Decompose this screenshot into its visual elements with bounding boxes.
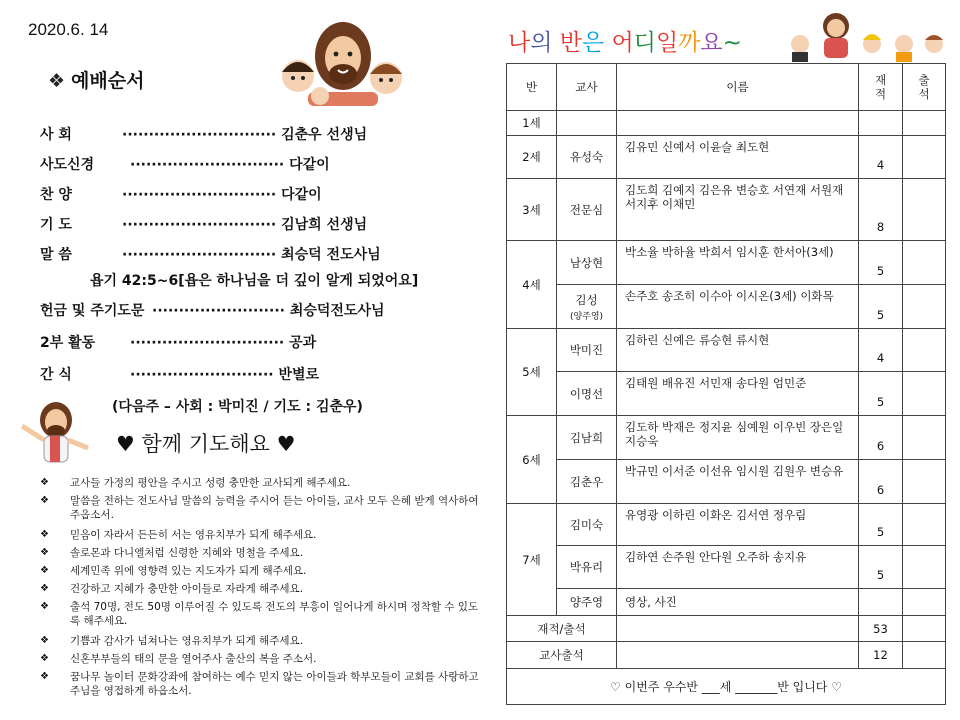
order-label: 간 식 bbox=[40, 367, 72, 383]
table-header-row bbox=[507, 64, 946, 111]
names-cell bbox=[617, 111, 859, 136]
prayer-item bbox=[40, 494, 480, 522]
names-cell: 유영광 이하린 이화온 김서연 정우림 bbox=[617, 504, 859, 546]
enrolled-cell: 6 bbox=[859, 416, 903, 460]
title-char: 의 bbox=[530, 30, 553, 56]
header-attend: 출 석 bbox=[903, 64, 946, 111]
total-label: 재적/출석 bbox=[507, 616, 617, 642]
table-row bbox=[507, 136, 946, 179]
teacher-attend-value: 12 bbox=[859, 642, 903, 669]
diamond-bullet-icon: ❖ bbox=[40, 565, 49, 576]
order-label: 사도신경 bbox=[40, 157, 95, 173]
teacher-cell: 김춘우 bbox=[557, 460, 617, 504]
order-label: 말 씀 bbox=[40, 247, 72, 263]
prayer-item bbox=[40, 546, 480, 560]
teacher-cell: 김남희 bbox=[557, 416, 617, 460]
order-value: 반별로 bbox=[278, 367, 320, 383]
order-row-praise: 찬 양 ····························· 다같이 bbox=[40, 184, 322, 204]
total-blank bbox=[617, 616, 859, 642]
teacher-attend-blank bbox=[617, 642, 859, 669]
diamond-bullet-icon: ❖ bbox=[48, 70, 66, 92]
diamond-bullet-icon: ❖ bbox=[40, 671, 49, 682]
date: 2020.6. 14 bbox=[28, 20, 109, 39]
table-row bbox=[507, 329, 946, 372]
class-cell: 1세 bbox=[507, 111, 557, 136]
diamond-bullet-icon: ❖ bbox=[40, 583, 49, 594]
title-char bbox=[604, 30, 611, 56]
order-value: 김춘우 선생님 bbox=[281, 127, 368, 143]
attend-cell[interactable] bbox=[903, 504, 946, 546]
enrolled-cell: 5 bbox=[859, 241, 903, 285]
enrolled-cell: 5 bbox=[859, 372, 903, 416]
names-cell: 영상, 사진 bbox=[617, 589, 859, 616]
teacher-cell: 전문심 bbox=[557, 179, 617, 241]
enrolled-cell: 5 bbox=[859, 546, 903, 589]
worship-order-title bbox=[48, 66, 144, 93]
next-week-note: (다음주 – 사회 : 박미진 / 기도 : 김춘우) bbox=[112, 399, 363, 415]
table-row bbox=[507, 179, 946, 241]
teacher-name: 김성 bbox=[575, 292, 598, 307]
class-table-title bbox=[508, 24, 742, 57]
teacher-cell: 이명선 bbox=[557, 372, 617, 416]
order-row-sermon: 말 씀 ····························· 최승덕 전도사님 bbox=[40, 244, 381, 264]
order-label: 찬 양 bbox=[40, 187, 72, 203]
table-row bbox=[507, 504, 946, 546]
prayer-text: 교사들 가정의 평안을 주시고 성령 충만한 교사되게 해주세요. bbox=[70, 477, 351, 489]
enrolled-cell: 6 bbox=[859, 460, 903, 504]
order-row-creed: 사도신경 ····························· 다같이 bbox=[40, 154, 330, 174]
prayer-item bbox=[40, 476, 480, 490]
header-teacher: 교사 bbox=[557, 64, 617, 111]
names-cell: 박소율 박하율 박희서 임시훈 한서아(3세) bbox=[617, 241, 859, 285]
best-class-footer: ♡ 이번주 우수반 ___세 _______반 입니다 ♡ bbox=[507, 669, 946, 705]
title-char: 은 bbox=[581, 30, 605, 56]
names-cell: 박규민 이서준 이선유 임시원 김원우 변승유 bbox=[617, 460, 859, 504]
prayer-title: ♥ 함께 기도해요 ♥ bbox=[116, 432, 296, 456]
attend-cell[interactable] bbox=[903, 546, 946, 589]
prayer-text: 신혼부부들의 태의 문을 열어주사 출산의 복을 주소서. bbox=[70, 653, 317, 665]
prayer-text: 꿈나무 놀이터 문화강좌에 참여하는 예수 믿지 않는 아이들과 학부모들이 교회를 사랑하고 주님을 영접하게 하옵소서. bbox=[70, 671, 479, 697]
prayer-text: 말씀을 전하는 전도사님 말씀의 능력을 주시어 듣는 아이들, 교사 모두 은혜 받게 역사하여 주옵소서. bbox=[70, 495, 479, 521]
class-cell: 6세 bbox=[507, 416, 557, 504]
attend-cell[interactable] bbox=[903, 241, 946, 285]
prayer-text: 믿음이 자라서 든든히 서는 영유치부가 되게 해주세요. bbox=[70, 529, 317, 541]
class-cell: 5세 bbox=[507, 329, 557, 416]
teacher-cell: 유성숙 bbox=[557, 136, 617, 179]
teacher-cell: 양주영 bbox=[557, 589, 617, 616]
teacher-attend-extra[interactable] bbox=[903, 642, 946, 669]
diamond-bullet-icon: ❖ bbox=[40, 653, 49, 664]
order-row-prayer: 기 도 ····························· 김남희 선생님 bbox=[40, 214, 367, 234]
class-roster-table bbox=[506, 63, 946, 705]
title-char: 반 bbox=[559, 30, 582, 56]
attend-cell[interactable] bbox=[903, 285, 946, 329]
prayer-item bbox=[40, 670, 480, 698]
table-row bbox=[507, 241, 946, 285]
jesus-children-illustration bbox=[268, 18, 418, 108]
teacher-attend-row bbox=[507, 642, 946, 669]
attend-cell[interactable] bbox=[903, 179, 946, 241]
prayer-text: 출석 70명, 전도 50명 이루어질 수 있도록 전도의 부흥이 일어나게 하시며 정착할 수 있도록 해주세요. bbox=[70, 601, 479, 627]
order-label: 사 회 bbox=[40, 127, 72, 143]
title-char: 나 bbox=[508, 30, 531, 56]
diamond-bullet-icon: ❖ bbox=[40, 635, 49, 646]
attend-cell[interactable] bbox=[903, 589, 946, 616]
prayer-text: 솔로몬과 다니엘처럼 신령한 지혜와 명철을 주세요. bbox=[70, 547, 304, 559]
prayer-text: 세계민족 위에 영향력 있는 지도자가 되게 해주세요. bbox=[70, 565, 307, 577]
order-value: 김남희 선생님 bbox=[281, 217, 368, 233]
enrolled-cell: 5 bbox=[859, 504, 903, 546]
table-row bbox=[507, 416, 946, 460]
enrolled-cell: 8 bbox=[859, 179, 903, 241]
class-cell: 2세 bbox=[507, 136, 557, 179]
title-char: 일 bbox=[655, 30, 679, 56]
teacher-cell bbox=[557, 111, 617, 136]
header-class: 반 bbox=[507, 64, 557, 111]
table-row bbox=[507, 111, 946, 136]
order-value: 공과 bbox=[289, 335, 317, 351]
worship-order-title-text: 예배순서 bbox=[71, 70, 145, 92]
order-value: 최승덕 전도사님 bbox=[281, 247, 381, 263]
order-row-host: 사 회 ····························· 김춘우 선생님 bbox=[40, 124, 367, 144]
attend-cell[interactable] bbox=[903, 372, 946, 416]
names-cell: 김하연 손주원 안다원 오주하 송지유 bbox=[617, 546, 859, 589]
enrolled-cell: 4 bbox=[859, 136, 903, 179]
prayer-item bbox=[40, 600, 480, 628]
jesus-cartoon-illustration bbox=[14, 400, 96, 468]
teacher-cell: 박미진 bbox=[557, 329, 617, 372]
order-label: 헌금 및 주기도문 bbox=[40, 303, 145, 319]
kids-illustration bbox=[780, 6, 952, 62]
bible-verse: 욥기 42:5~6[욥은 하나님을 더 깊이 알게 되었어요] bbox=[90, 273, 419, 289]
order-row-offering: 헌금 및 주기도문 ························· 최승덕전도사님 bbox=[40, 300, 385, 320]
order-value: 다같이 bbox=[281, 187, 322, 203]
attend-cell[interactable] bbox=[903, 460, 946, 504]
prayer-item bbox=[40, 582, 480, 596]
title-char: 까 bbox=[678, 30, 701, 56]
diamond-bullet-icon: ❖ bbox=[40, 477, 49, 488]
title-char: 어 bbox=[611, 30, 634, 56]
class-cell: 7세 bbox=[507, 504, 557, 616]
table-row bbox=[507, 372, 946, 416]
header-names: 이름 bbox=[617, 64, 859, 111]
attend-cell[interactable] bbox=[903, 329, 946, 372]
order-label: 2부 활동 bbox=[40, 335, 96, 351]
diamond-bullet-icon: ❖ bbox=[40, 547, 49, 558]
enrolled-cell bbox=[859, 111, 903, 136]
enrolled-cell: 5 bbox=[859, 285, 903, 329]
teacher-cell: 박유리 bbox=[557, 546, 617, 589]
names-cell: 김태원 배유진 서민재 송다원 엄민준 bbox=[617, 372, 859, 416]
names-cell: 김유민 신예서 이윤슬 최도현 bbox=[617, 136, 859, 179]
title-char: 디 bbox=[633, 30, 656, 56]
enrolled-cell bbox=[859, 589, 903, 616]
teacher-cell: 남상현 bbox=[557, 241, 617, 285]
attend-cell[interactable] bbox=[903, 136, 946, 179]
prayer-item bbox=[40, 528, 480, 542]
names-cell: 김도하 박재은 정지윤 심예원 이우빈 장은일 지승욱 bbox=[617, 416, 859, 460]
header-enrolled: 재 적 bbox=[859, 64, 903, 111]
names-cell: 김하린 신예은 류승현 류시현 bbox=[617, 329, 859, 372]
table-row bbox=[507, 285, 946, 329]
table-row bbox=[507, 589, 946, 616]
order-row-activity: 2부 활동 ····························· 공과 bbox=[40, 332, 316, 352]
order-label: 기 도 bbox=[40, 217, 72, 233]
prayer-item bbox=[40, 634, 480, 648]
teacher-cell bbox=[557, 285, 617, 329]
title-char bbox=[552, 30, 559, 56]
total-attend[interactable] bbox=[903, 616, 946, 642]
names-cell: 손주호 송조히 이수아 이시온(3세) 이화목 bbox=[617, 285, 859, 329]
order-row-snack: 간 식 ··························· 반별로 bbox=[40, 364, 319, 384]
prayer-text: 건강하고 지혜가 충만한 아이들로 자라게 해주세요. bbox=[70, 583, 304, 595]
prayer-item bbox=[40, 652, 480, 666]
diamond-bullet-icon: ❖ bbox=[40, 529, 49, 540]
attend-cell[interactable] bbox=[903, 111, 946, 136]
total-value: 53 bbox=[859, 616, 903, 642]
order-value: 다같이 bbox=[289, 157, 330, 173]
diamond-bullet-icon: ❖ bbox=[40, 601, 49, 612]
title-char: 요 bbox=[700, 30, 723, 56]
diamond-bullet-icon: ❖ bbox=[40, 495, 49, 506]
title-char: ~ bbox=[722, 30, 742, 56]
teacher-cell: 김미숙 bbox=[557, 504, 617, 546]
class-cell: 3세 bbox=[507, 179, 557, 241]
total-row bbox=[507, 616, 946, 642]
names-cell: 김도희 김예지 김은유 변승호 서연재 서원재 서지후 이채민 bbox=[617, 179, 859, 241]
table-row bbox=[507, 546, 946, 589]
teacher-attend-label: 교사출석 bbox=[507, 642, 617, 669]
footer-row bbox=[507, 669, 946, 705]
class-cell: 4세 bbox=[507, 241, 557, 329]
attend-cell[interactable] bbox=[903, 416, 946, 460]
table-row bbox=[507, 460, 946, 504]
prayer-item bbox=[40, 564, 480, 578]
enrolled-cell: 4 bbox=[859, 329, 903, 372]
order-value: 최승덕전도사님 bbox=[289, 303, 385, 319]
prayer-text: 기쁨과 감사가 넘쳐나는 영유치부가 되게 해주세요. bbox=[70, 635, 304, 647]
teacher-sub: (양주영) bbox=[569, 311, 604, 322]
